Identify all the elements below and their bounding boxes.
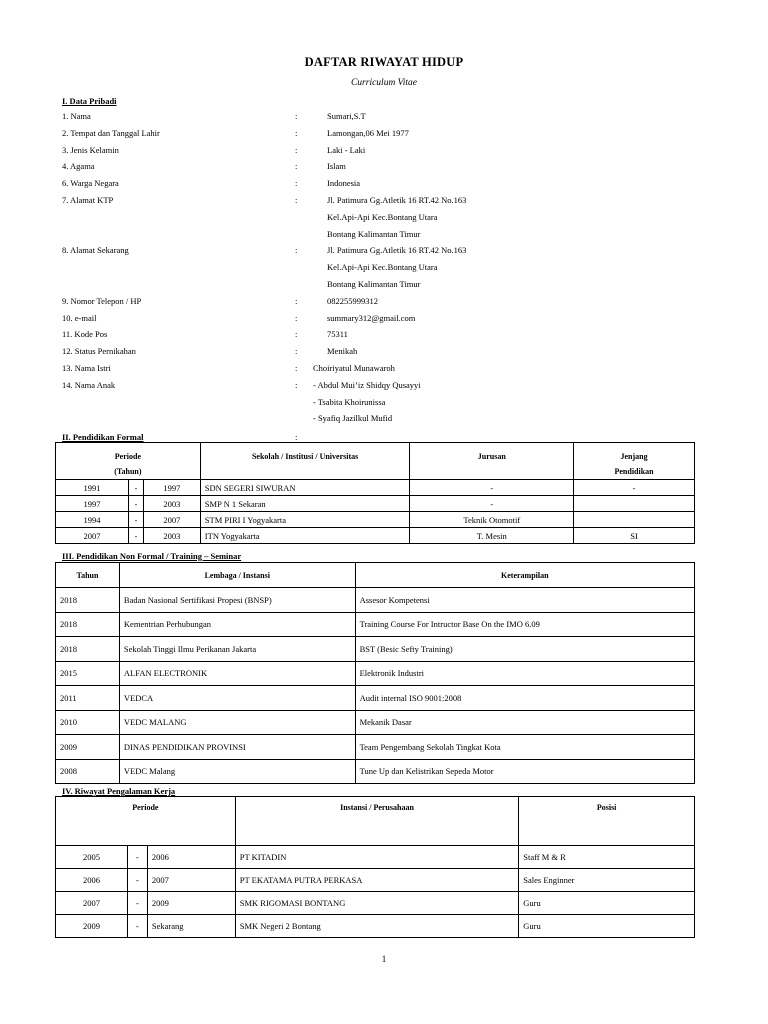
personal-data-row	[62, 346, 722, 363]
period-dash: -	[127, 869, 147, 892]
table-row	[56, 588, 695, 613]
formal-education-table	[55, 442, 695, 544]
major: -	[410, 480, 574, 496]
level: SI	[574, 528, 695, 544]
period-from: 2005	[56, 846, 128, 869]
skill: Mekanik Dasar	[355, 710, 694, 735]
personal-data-list	[62, 111, 722, 430]
header-periode: Periode	[56, 797, 236, 846]
period-dash: -	[128, 512, 143, 528]
year: 2015	[56, 661, 120, 686]
period-dash: -	[127, 915, 147, 938]
non-formal-education-table	[55, 562, 695, 784]
company: SMK RIGOMASI BONTANG	[235, 892, 519, 915]
institution: VEDC MALANG	[119, 710, 355, 735]
table-row	[56, 528, 695, 544]
header-jurusan: Jurusan	[410, 443, 574, 480]
institution: VEDC Malang	[119, 759, 355, 784]
position: Staff M & R	[519, 846, 695, 869]
field-label: 14. Nama Anak	[62, 379, 116, 390]
field-value: Choiriyatul Munawaroh	[313, 362, 395, 373]
field-label: 1. Nama	[62, 111, 91, 121]
personal-data-row	[62, 329, 722, 346]
header-lembaga: Lembaga / Instansi	[119, 563, 355, 588]
header-instansi: Instansi / Perusahaan	[235, 797, 519, 846]
table-row	[56, 496, 695, 512]
company: PT EKATAMA PUTRA PERKASA	[235, 869, 519, 892]
major: T. Mesin	[410, 528, 574, 544]
skill: Assesor Kompetensi	[355, 588, 694, 613]
field-colon: :	[295, 329, 298, 340]
field-colon: :	[295, 127, 298, 138]
personal-data-row	[62, 195, 722, 212]
field-value: summary312@gmail.com	[327, 312, 416, 323]
section-colon: :	[295, 432, 298, 442]
field-colon: :	[295, 194, 298, 205]
document-subtitle: Curriculum Vitae	[350, 78, 418, 88]
personal-data-row	[62, 212, 722, 229]
field-value: - Syafiq Jazilkul Mufid	[313, 413, 393, 424]
table-row	[56, 759, 695, 784]
table-row	[56, 869, 695, 892]
level: -	[574, 480, 695, 496]
school-name: SMP N 1 Sekaran	[200, 496, 410, 512]
period-from: 1994	[56, 512, 129, 528]
period-to: 1997	[143, 480, 200, 496]
personal-data-row	[62, 161, 722, 178]
year: 2011	[56, 686, 120, 711]
field-value: Sumari,S.T	[327, 111, 366, 121]
year: 2018	[56, 612, 120, 637]
header-jenjang: Jenjang Pendidikan	[574, 443, 695, 480]
personal-data-row	[62, 296, 722, 313]
section-personal-data-title: I. Data Pribadi	[62, 96, 117, 106]
field-value: Lamongan,06 Mei 1977	[327, 127, 409, 138]
field-colon: :	[295, 144, 298, 155]
period-to: 2003	[143, 496, 200, 512]
skill: Audit internal ISO 9001:2008	[355, 686, 694, 711]
company: SMK Negeri 2 Bontang	[235, 915, 519, 938]
year: 2018	[56, 637, 120, 662]
field-value: Bontang Kalimantan Timur	[327, 278, 421, 289]
year: 2018	[56, 588, 120, 613]
level	[574, 512, 695, 528]
skill: Tune Up dan Kelistrikan Sepeda Motor	[355, 759, 694, 784]
field-label: 13. Nama Istri	[62, 362, 111, 373]
period-to: Sekarang	[147, 915, 235, 938]
field-value: Menikah	[327, 346, 358, 357]
period-from: 1997	[56, 496, 129, 512]
table-row	[56, 686, 695, 711]
field-value: 75311	[327, 329, 348, 340]
document-title: DAFTAR RIWAYAT HIDUP	[304, 55, 464, 69]
period-to: 2006	[147, 846, 235, 869]
period-to: 2009	[147, 892, 235, 915]
field-colon: :	[295, 161, 298, 172]
field-value: Bontang Kalimantan Timur	[327, 228, 421, 239]
field-label: 10. e-mail	[62, 312, 97, 323]
field-colon: :	[295, 362, 298, 373]
personal-data-row	[62, 262, 722, 279]
table-row	[56, 735, 695, 760]
table-row	[56, 710, 695, 735]
field-label: 4. Agama	[62, 161, 95, 172]
field-colon: :	[295, 111, 298, 121]
personal-data-row	[62, 279, 722, 296]
header-posisi: Posisi	[519, 797, 695, 846]
field-value: - Tsabita Khoirunissa	[313, 396, 386, 407]
school-name: SDN SEGERI SIWURAN	[200, 480, 410, 496]
institution: Sekolah Tinggi Ilmu Perikanan Jakarta	[119, 637, 355, 662]
field-value: Laki - Laki	[327, 144, 366, 155]
table-header-row	[56, 797, 695, 846]
period-dash: -	[127, 892, 147, 915]
personal-data-row	[62, 229, 722, 246]
page-number: 1	[381, 954, 387, 964]
field-label: 12. Status Pernikahan	[62, 346, 136, 357]
institution: VEDCA	[119, 686, 355, 711]
field-value: Indonesia	[327, 178, 361, 189]
field-value: - Abdul Mui’iz Shidqy Qusayyi	[313, 379, 421, 390]
field-colon: :	[295, 245, 298, 256]
header-sekolah: Sekolah / Institusi / Universitas	[200, 443, 410, 480]
period-dash: -	[128, 528, 143, 544]
table-header-row	[56, 563, 695, 588]
personal-data-row	[62, 111, 722, 128]
field-colon: :	[295, 312, 298, 323]
institution: Kementrian Perhubungan	[119, 612, 355, 637]
work-experience-table	[55, 796, 695, 938]
field-value: Kel.Api-Api Kec.Bontang Utara	[327, 262, 438, 273]
institution: Badan Nasional Sertifikasi Propesi (BNSP)	[119, 588, 355, 613]
period-to: 2003	[143, 528, 200, 544]
field-label: 2. Tempat dan Tanggal Lahir	[62, 127, 160, 138]
institution: DINAS PENDIDIKAN PROVINSI	[119, 735, 355, 760]
field-colon: :	[295, 178, 298, 189]
personal-data-row	[62, 363, 722, 380]
skill: Team Pengembang Sekolah Tingkat Kota	[355, 735, 694, 760]
position: Guru	[519, 915, 695, 938]
company: PT KITADIN	[235, 846, 519, 869]
period-to: 2007	[147, 869, 235, 892]
section-formal-education-title: II. Pendidikan Formal	[62, 432, 144, 442]
field-label: 7. Alamat KTP	[62, 194, 114, 205]
table-header-row	[56, 443, 695, 480]
header-tahun: Tahun	[56, 563, 120, 588]
period-from: 2006	[56, 869, 128, 892]
personal-data-row	[62, 128, 722, 145]
skill: BST (Besic Sefty Training)	[355, 637, 694, 662]
personal-data-row	[62, 245, 722, 262]
institution: ALFAN ELECTRONIK	[119, 661, 355, 686]
field-label: 6. Warga Negara	[62, 178, 119, 189]
personal-data-row	[62, 178, 722, 195]
skill: Elektronik Industri	[355, 661, 694, 686]
period-dash: -	[128, 496, 143, 512]
field-value: Jl. Patimura Gg.Atletik 16 RT.42 No.163	[327, 194, 467, 205]
period-to: 2007	[143, 512, 200, 528]
personal-data-row	[62, 313, 722, 330]
table-row	[56, 915, 695, 938]
school-name: ITN Yogyakarta	[200, 528, 410, 544]
field-colon: :	[295, 346, 298, 357]
field-value: Jl. Patimura Gg.Atletik 16 RT.42 No.163	[327, 245, 467, 256]
year: 2008	[56, 759, 120, 784]
level	[574, 496, 695, 512]
field-value: 082255999312	[327, 295, 378, 306]
table-row	[56, 612, 695, 637]
major: -	[410, 496, 574, 512]
period-dash: -	[128, 480, 143, 496]
field-colon: :	[295, 295, 298, 306]
personal-data-row	[62, 145, 722, 162]
field-label: 9. Nomor Telepon / HP	[62, 295, 142, 306]
period-from: 2009	[56, 915, 128, 938]
position: Guru	[519, 892, 695, 915]
position: Sales Enginner	[519, 869, 695, 892]
table-row	[56, 512, 695, 528]
major: Teknik Otomotif	[410, 512, 574, 528]
field-colon: :	[295, 379, 298, 390]
table-row	[56, 637, 695, 662]
personal-data-row	[62, 413, 722, 430]
skill: Training Course For Intructor Base On the IMO 6.09	[355, 612, 694, 637]
field-label: 11. Kode Pos	[62, 329, 108, 340]
period-from: 2007	[56, 528, 129, 544]
section-non-formal-education-title: III. Pendidikan Non Formal / Training – Seminar	[62, 551, 242, 561]
table-row	[56, 846, 695, 869]
personal-data-row	[62, 397, 722, 414]
period-dash: -	[127, 846, 147, 869]
field-label: 3. Jenis Kelamin	[62, 144, 119, 155]
table-row	[56, 661, 695, 686]
table-row	[56, 892, 695, 915]
year: 2009	[56, 735, 120, 760]
header-keterampilan: Keterampilan	[355, 563, 694, 588]
personal-data-row	[62, 380, 722, 397]
field-value: Islam	[327, 161, 346, 172]
table-row	[56, 480, 695, 496]
school-name: STM PIRI I Yogyakarta	[200, 512, 410, 528]
header-periode: Periode (Tahun)	[56, 443, 201, 480]
period-from: 1991	[56, 480, 129, 496]
section-work-experience-title: IV. Riwayat Pengalaman Kerja	[62, 786, 176, 796]
field-label: 8. Alamat Sekarang	[62, 245, 129, 256]
year: 2010	[56, 710, 120, 735]
field-value: Kel.Api-Api Kec.Bontang Utara	[327, 211, 438, 222]
period-from: 2007	[56, 892, 128, 915]
